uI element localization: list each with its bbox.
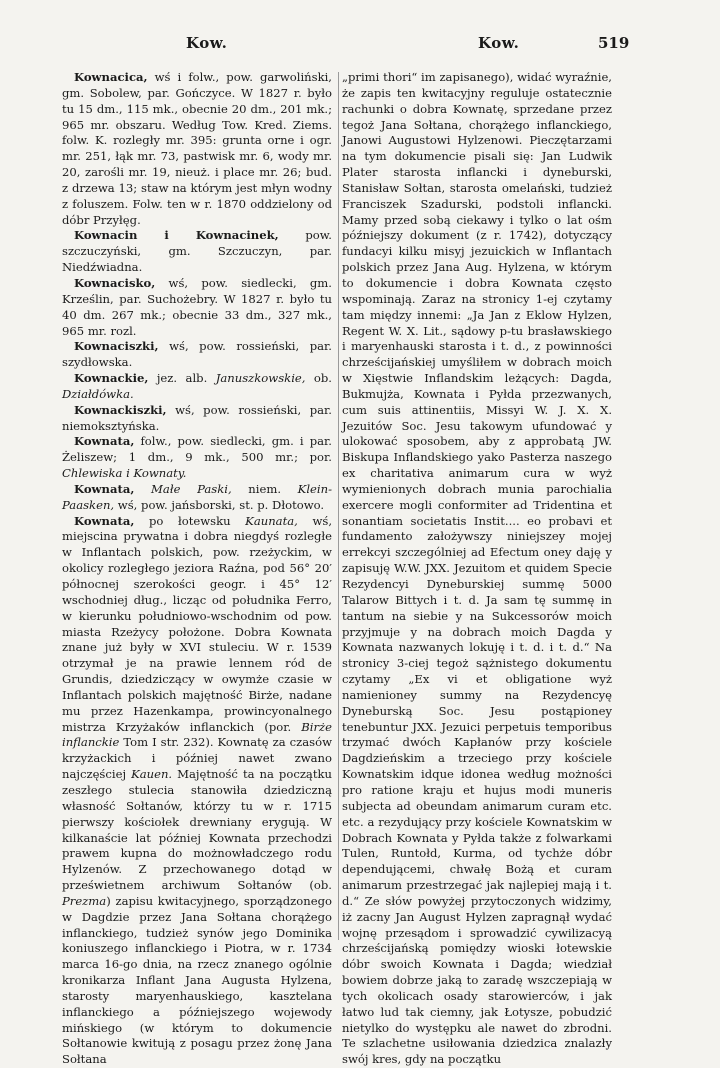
running-head-right: Kow.: [478, 34, 520, 52]
entry-headword: Kownacisko,: [74, 275, 156, 290]
entry-text: wś, pow. jańsborski, st. p. Dłotowo.: [114, 497, 325, 512]
running-head-left: Kow.: [186, 34, 228, 52]
entry-text: wś, pow. rossieński, par. niemoksztyńska.: [62, 402, 332, 433]
entry-headword: Kownata,: [74, 434, 135, 449]
entry-headword: Kownacin i Kownacinek,: [74, 228, 279, 243]
entry-headword: Kownaciszki,: [74, 339, 159, 354]
entry-headword: Kownackie,: [74, 371, 149, 386]
entry-italic: Kaunata,: [245, 513, 298, 528]
entry-headword: Kownacica,: [74, 70, 148, 84]
entry-kownacin: [62, 228, 332, 276]
entry-italic: Działdówka.: [62, 386, 134, 401]
entry-italic: Małe Paski,: [134, 481, 232, 496]
entry-text: Majętność ta na początku zeszłego stulecia stanowiła dziedziczną własność Sołtanów, którzy tu w r. 1715 pierwszy kościołek drewniany erygują. W kilkanaście lat później Kownata przechodzi prawem kupna do możnowładczego rodu Hylzenów. Z przechowanego dotąd w prześwietnem archiwum Sołtanów (ob.: [62, 767, 332, 893]
entry-text: pow. szczuczyński, gm. Szczuczyn, par. Niedźwiadna.: [62, 228, 332, 275]
entry-text: niem.: [231, 481, 298, 496]
entry-text: Tom I str. 232). Kownatę za czasów krzyżackich i później nawet zwano najczęściej: [62, 735, 332, 782]
right-column: [342, 70, 612, 1068]
entry-italic: Kauen.: [131, 767, 173, 782]
entry-headword: Kownackiszki,: [74, 402, 167, 417]
entry-text: folw., pow. siedlecki, gm. i par. Żeliszew; 1 dm., 9 mk., 500 mr.; por.: [62, 434, 332, 465]
left-column: [62, 70, 332, 1068]
entry-kownackiszki: [62, 403, 332, 435]
entry-text: jez. alb.: [148, 371, 216, 386]
entry-italic: Birże inflanckie: [62, 719, 332, 750]
entry-kownata-1: [62, 434, 332, 482]
entry-headword: Kownata,: [74, 481, 135, 496]
entry-text: po łotewsku: [134, 513, 246, 528]
entry-text: wś, miejscina prywatna i dobra niegdyś rozległe w Inflantach polskich, pow. rzeżyckim, w okolicy rozległego jeziora Raźna, pod 56° 20′ północnej szerokości geogr. i 45° 12′ wschodniej dług., licząc od południka Ferro, w kierunku południowo-wschodnim od pow. miasta Rzeżycy położone. Dobra Kownata znane już były w XVI stuleciu. W r. 1539 otrzymał je na prawie lennem ród de Grundis, dziedziczący w owymże czasie w Inflantach polskich majętność Birże, nadane mu przez Hazenkampa, prowincyonalnego mistrza Krzyżaków inflanckich (por.: [62, 513, 332, 734]
entry-text: wś, pow. siedlecki, gm. Krześlin, par. Suchożebry. W 1827 r. było tu 40 dm. 267 mk.; obecnie 33 dm., 327 mk., 965 mr. rozl.: [62, 275, 332, 338]
entry-kownata-2: [62, 482, 332, 514]
column-divider: [338, 72, 339, 940]
entry-text: ob.: [305, 371, 332, 386]
entry-kownata-3: [62, 514, 332, 1068]
entry-kownaciszki: [62, 339, 332, 371]
entry-italic: Chlewiska i Kownaty.: [62, 466, 187, 481]
entry-italic: Januszkowskie,: [215, 371, 306, 386]
entry-continuation: „primi thori“ im zapisanego), widać wyraźnie, że zapis ten kwitacyjny reguluje ostatecznie rachunki o dobra Kownatę, sprzedane przez tegoż Jana Sołtana, chorążego inflanckiego, Janowi Augustowi Hylzenowi. Pieczętarzami na tym dokumencie pisali się: Jan Ludwik Plater starosta inflancki i dyneburski, Stanisław Sołtan, starosta omelański, tudzież Franciszek Szadurski, podstoli inflancki. Mamy przed sobą ciekawy i tylko o lat ośm późniejszy dokument (z r. 1742), dotyczący fundacyi kilku misyj jezuickich w Inflantach polskich przez Jana Aug. Hylzena, w którym to dokumencie i dobra Kownata często wspominają. Zaraz na stronicy 1-ej czytamy tam między innemi: „Ja Jan z Eklow Hylzen, Regent W. X. Lit., sądowy p-tu brasławskiego i maryenhauski starosta i t. d., z powinności chrześcijańskiej umyśliłem w dobrach moich w Xięstwie Inflandskim leżących: Dagda, Bukmujża, Kownata i Pyłda przezwanych, cum suis attinentiis, Missyi W. J. X. X. Jezuitów Soc. Jesu takowym ufundować y ulokować sposobem, aby z approbatą JW. Biskupa Inflandskiego yako Pasterza naszego ex charitativa animarum cura w wyż wymienionych dobrach munia parochialia exercere mogli conformiter ad Tridentina et sonantiam societatis Instit.... eo probavi et fundamento założywszy niniejszey mojej errekcyi szczególniej ad Efectum oney daję y zapisuję W.W. JXX. Jezuitom et quidem Specie Rezydencyi Dyneburskiej summę 5000 Talarow Bittych i t. d. Ja sam tę summę in tantum na siebie y na Sukcessorów moich przyjmuje y na dobrach moich Dagda y Kownata nazwanych lokuję i t. d. i t. d.“ Na stronicy 3-ciej tegoż sążnistego dokumentu czytamy „Ex vi et obligatione wyż namienioney summy na Rezydencyę Dyneburską Soc. Jesu postąpioney tenebuntur JXX. Jezuici perpetuis temporibus trzymać dwóch Kapłanów przy kościele Dagdzieńskim a trzeciego przy kościele Kownatskim idque idonea według możności pro ratione kraju et hujus modi muneris subjecta ad obeundam animarum curam etc. etc. a rezydujący przy kościele Kownatskim w Dobrach Kownata y Pyłda także z folwarkami Tulen, Runtołd, Kurma, od tychże dóbr dependującemi, chwałę Bożą et curam animarum przestrzegać jak najlepiej mają i t. d.“ Ze słów powyżej przytoczonych widzimy, iż zacny Jan August Hylzen zapragnął wydać wojnę przesądom i sprowadzić cywilizacyą chrześcijańską pomiędzy wioski łotewskie dóbr swoich Kownata i Dagda; wiedział bowiem dobrze jaką to zaradę wszczepiają w tych okolicach osady starowierców, i jak łatwo lud tak ciemny, jak Łotysze, pobudzić nietylko do występku ale nawet do zbrodni. Te szlachetne usiłowania dziedzica znalazły swój kres, gdy na początku: [342, 70, 612, 1067]
entry-italic: Prezma: [62, 893, 107, 908]
page-number: 519: [598, 34, 630, 52]
entry-text: wś i folw., pow. garwoliński, gm. Sobolew, par. Gończyce. W 1827 r. było tu 15 dm., 115 mk., obecnie 20 dm., 201 mk.; 965 mr. obszaru. Według Tow. Kred. Ziems. folw. K. rozległy mr. 395: grunta orne i ogr. mr. 251, łąk mr. 73, pastwisk mr. 6, wody mr. 20, zarośli mr. 19, nieuż. i place mr. 26; bud. z drzewa 13; staw na którym jest młyn wodny z foluszem. Folw. ten w r. 1870 oddzielony od dóbr Przyłęg.: [62, 70, 332, 227]
entry-text: wś, pow. rossieński, par. szydłowska.: [62, 339, 332, 370]
entry-kownacisko: [62, 276, 332, 339]
entry-headword: Kownata,: [74, 513, 135, 528]
entry-kownackie: [62, 371, 332, 403]
entry-text: ) zapisu kwitacyjnego, sporządzonego w Dagdzie przez Jana Sołtana chorążego inflanckiego, tudzież synów jego Dominika koniuszego inflanckiego i Piotra, w r. 1734 marca 16-go dnia, na rzecz znanego ogólnie kronikarza Inflant Jana Augusta Hylzena, starosty maryenhauskiego, kasztelana inflanckiego a późniejszego wojewody mińskiego (w którym to dokumencie Sołtanowie kwitują z posagu przez żonę Jana Sołtana: [62, 893, 332, 1067]
entry-kownacica: [62, 70, 332, 228]
entry-italic: Klein-Paasken,: [62, 481, 332, 512]
